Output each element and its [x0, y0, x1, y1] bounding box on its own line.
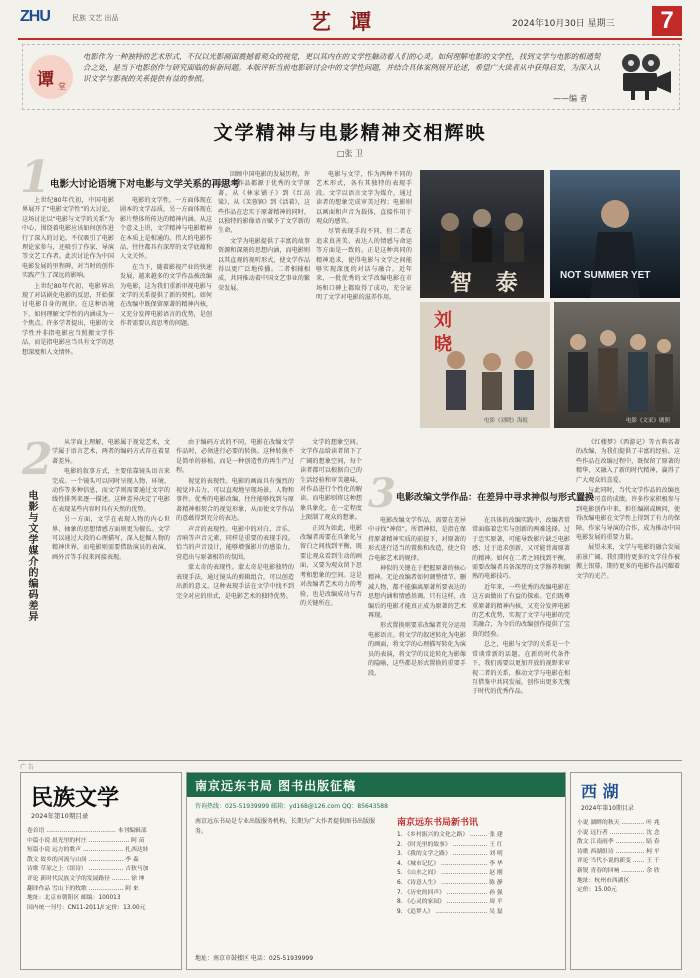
ad2-line: 9. 《追梦人》 ……………………… 吴 磊 [397, 908, 503, 915]
ad2-line: 2. 《时光里的故事》 ……………… 王 红 [397, 841, 503, 848]
paragraph: 视觉的表现性。电影的画面具有强烈的视觉冲击力，可以直观地呈现场景、人物和事件。优秀的电影改编，往往能够找到与原著精神相契合的视觉形象，从而使文学作品的意蕴得到充分的表达。 [176, 477, 294, 523]
ad3-line: 散文 江南雨季 …………… 陆 春 [577, 839, 660, 846]
editor-note [22, 44, 680, 110]
paragraph: 在当下，随着影视产业的快速发展，越来越多的文学作品被改编为电影，这为我们重新审视电影与文学的关系提供了新的契机。如何在改编中既保留原著的精神内核，又充分发挥电影语言的优势，是创作者需要认真思考的问题。 [120, 263, 212, 328]
paragraph: 电影的叙事方式，主要依靠镜头语言来完成。一个镜头可以同时呈现人物、环境、动作等多种信息，而文学则需要通过文字的线性排列来逐一描述。这种差异决定了电影在表现某些内容时具有天然的优势。 [52, 468, 170, 513]
paragraph: 上世纪80年代初，中国电影界展开了“电影文学性”的大讨论，这场讨论以“电影与文学的关系”为中心，围绕着电影应该如何创作进行了深入的讨论。不仅吸引了电影理论家参与，还吸引了作家、导演等文艺工作者。此次讨论作为中国电影发展的里程碑，对当时的创作实践产生了深远的影响。 [22, 197, 114, 280]
ad-xihu-magazine [570, 772, 682, 970]
section1-number: 1 [20, 152, 51, 203]
section3-column-2 [472, 516, 570, 754]
newspaper-logo: ZHU [20, 8, 50, 25]
movie-poster-1 [420, 170, 544, 298]
ad3-contents [577, 819, 677, 896]
ad2-line: 6. 《诗意人生》 …………………… 陈 静 [397, 879, 503, 886]
ad3-line: 评论 当代小说的新变 …… 王 干 [577, 858, 660, 865]
badge-char: 谭 [37, 70, 54, 90]
ad2-line: 3. 《我的文学之路》 ……………… 刘 明 [397, 851, 503, 858]
ad1-line: 短篇小说 远方的歌声 ………………… 扎西达娃 [27, 847, 149, 854]
ad-minzu-wenxue [20, 772, 182, 970]
masthead-rule [18, 38, 682, 40]
poster-title: 智 泰 [450, 271, 526, 296]
ad1-line: 中篇小说 晨光里的村庄 ………………… 阿 苗 [27, 837, 145, 844]
paragraph: 文学的想象空间。文学作品给读者留下了广阔的想象空间，每个读者都可以根据自己的生活经验和审美趣味，对作品进行个性化的解读。而电影则将这种想象具象化，在一定程度上限制了观众的想象。 [300, 439, 362, 522]
still-group [554, 302, 680, 428]
paragraph: 总之，电影与文学的关系是一个常谈常新的话题。在新的时代条件下，我们需要以更加开放的视野来审视二者的关系，推动文学与电影在相互借鉴中共同发展，创作出更多无愧于时代的优秀作品。 [472, 641, 570, 696]
ad2-title: 南京远东书局 图书出版征稿 [195, 779, 357, 793]
paragraph: 蒙太奇的表现性。蒙太奇是电影独特的表现手法，通过镜头的剪辑组合，可以创造出新的意义。这种表现手法在文学中找不到完全对应的形式，是电影艺术的独特优势。 [176, 564, 294, 600]
ad1-line: 翻译作品 雪山下的牧歌 ……………… 阿 来 [27, 885, 139, 892]
photo-caption: 电影《刘晓》海报 [484, 418, 529, 424]
section2-column-1 [52, 438, 170, 754]
ad-yuandong-publisher [186, 772, 566, 970]
section1-column-1 [22, 196, 114, 428]
ad3-line: 小说 湖畔的秋天 ………… 叶 兆 [577, 820, 660, 826]
ad2-contact: 咨询热线：025-51939999 邮箱：yd168@126.com QQ：85643588 [195, 803, 388, 810]
movie-poster-2 [550, 170, 680, 298]
movie-still-1 [420, 302, 550, 428]
ad-divider [18, 760, 682, 761]
ad1-line: 国内统一刊号：CN11-2011/I 定价：13.00元 [27, 904, 146, 911]
page-number: 7 [652, 6, 682, 36]
paragraph: 正因为如此，电影改编者需要在具象化与留白之间找到平衡，既要让观众看到生动的画面，又要为观众留下思考和想象的空间。这是对改编者艺术功力的考验，也是改编成功与否的关键所在。 [300, 524, 362, 607]
ad3-line: 地址：杭州市西湖区 [577, 877, 630, 884]
section3-title: 电影改编文学作品：在差异中寻求神似与形式置换 [396, 493, 595, 503]
ad1-line: 地址：北京市朝阳区 邮编：100013 [27, 895, 121, 902]
section2-column-3 [300, 438, 362, 754]
ad2-line: 5. 《山水之间》 …………………… 赵 刚 [397, 870, 503, 877]
editor-note-badge [29, 55, 73, 99]
ad3-line: 诗歌 西湖组诗 …………… 柯 平 [577, 848, 660, 855]
ad-label: 广 告 [20, 764, 34, 771]
paragraph: 近年来，一些优秀的改编电影在这方面做出了有益的探索。它们既尊重原著的精神内核，又充分发挥电影的艺术优势，实现了文学与电影的完美融合，为今后的改编创作提供了宝贵的经验。 [472, 583, 570, 638]
paragraph: 电影改编文学作品，需要在差异中寻找“神似”。所谓神似，是指在保持原著精神实质的前提下，对原著的形式进行适当的置换和改造，使之符合电影艺术的规律。 [368, 517, 466, 562]
ad2-book-list [397, 831, 557, 917]
ad3-line: 定价：15.00元 [577, 887, 617, 894]
section2-title: 电影与文学媒介的编码差异 [26, 490, 37, 622]
paragraph: 另一方面，文学在表现人物的内心世界、抽象的思想情感方面则更为擅长。文学可以通过大段的心理描写，深入挖掘人物的精神世界，而电影则需要借助演员的表演、画外音等手段来间接表现。 [52, 516, 170, 561]
section3-number: 3 [368, 470, 396, 517]
poster-vertical-title: 刘 晓 [431, 310, 452, 353]
masthead [0, 0, 700, 38]
paragraph: 回顾中国电影的发展历程，许多经典作品都源于优秀的文学原著。从《林家铺子》到《红高粱》，从《芙蓉镇》到《活着》，这些作品在忠实于原著精神的同时，以独特的影像语言赋予了文学新的生命。 [218, 171, 310, 235]
ad1-line: 诗歌 草原之上（组诗） ……………… 吉狄马加 [27, 866, 149, 873]
section1-title: 电影大讨论语境下对电影与文学关系的再思考 [50, 179, 241, 190]
ad1-subtitle: 2024年第10期目录 [31, 812, 89, 820]
section3-column-3 [576, 438, 680, 754]
poster-title-en: NOT SUMMER YET [560, 270, 651, 281]
ad2-line: 1. 《乡村振兴的文化之路》 ……… 张 建 [397, 832, 503, 838]
byline: □张 卫 [336, 149, 364, 158]
section1-column-3 [218, 170, 310, 428]
ad1-line: 卷首语 ……………………………… 本刊编辑部 [27, 828, 147, 834]
ad2-address: 地址：南京市鼓楼区 电话：025-51939999 [195, 955, 314, 962]
paragraph: 电影与文学，作为两种不同的艺术形式，各有其独特的表现手段。文学以语言文字为媒介，通过读者的想象完成审美过程；电影则以画面和声音为载体，直接作用于观众的感官。 [316, 171, 412, 226]
paragraph: 展望未来，文学与电影的融合发展前景广阔。我们期待更多的文学佳作被搬上银幕，期待更多的电影作品闪耀着文学的光芒。 [576, 544, 680, 580]
ad1-line: 评论 新时代民族文学的发展路径 ……… 徐 坤 [27, 875, 145, 882]
section2-number: 2 [22, 434, 53, 485]
editor-signature: ——编 者 [553, 94, 588, 103]
ad2-intro: 南京远东书局是专业出版服务机构，长期为广大作者提供图书出版服务。 [195, 818, 376, 835]
photo-caption: 电影《文采》剧照 [626, 418, 671, 424]
ad2-subtitle: 南京远东书局新书讯 [397, 818, 479, 828]
editor-note-text: 电影作为一种独特的艺术形式，不仅以光影画面震撼着观众的视觉，更以其内在的文学性触动着人们的心灵。如何理解电影的文学性，找到文学与电影的相通契合之处，是当下电影创作与研究面临的崭新问题。本版评析当前电影研讨会中的文学性问题，并结合具体案例展开论述，希望广大读者从中获得启发，为深入认识文学与影视的关系提供有益的参照。 [83, 52, 601, 83]
main-headline: 文学精神与电影精神交相辉映 [213, 122, 487, 144]
section3-column-1 [368, 516, 466, 754]
paragraph: 文学为电影提供了丰富的故事资源和深刻的思想内涵，而电影则以其直观的视听形式，使文学作品得以更广泛地传播。二者相辅相成，共同推动着中国文艺事业的繁荣发展。 [218, 237, 310, 292]
ad1-contents [27, 827, 175, 913]
film-camera-icon [617, 53, 673, 101]
paragraph: 声音的表现性。电影中的对白、音乐、音响等声音元素，同样是重要的表现手段。恰当的声音设计，能够增强影片的感染力，营造出与原著相符的氛围。 [176, 525, 294, 561]
ad2-line: 4. 《城市记忆》 …………………… 李 华 [397, 860, 503, 867]
ad3-line: 小说 远行者 ……………… 沈 念 [577, 829, 660, 836]
paragraph: 《红楼梦》《西游记》等古典名著的改编，为我们提供了丰富的经验。这些作品在改编过程中，既保留了原著的精华，又融入了新的时代精神，赢得了广大观众的喜爱。 [576, 439, 680, 484]
movie-still-2 [554, 302, 680, 428]
section-title: 艺 谭 [310, 10, 378, 34]
section2-column-2 [176, 438, 294, 754]
ad2-line: 7. 《历史的回声》 ………………… 孙 强 [397, 889, 503, 896]
paragraph: 神似的关键在于把握原著的核心精神。无论改编者如何调整情节、删减人物，都不能偏离原著所要表达的思想内涵和情感基调。只有这样，改编后的电影才能真正成为原著的艺术再现。 [368, 565, 466, 620]
ad1-line: 散文 故乡的河流与山岗 ……………… 李 森 [27, 856, 139, 863]
paragraph: 形式置换则要求改编者充分运用电影语言。将文学的叙述转化为电影的画面，将文学的心理描写转化为演员的表演，将文学的议论转化为影像的隐喻，这些都是形式置换的重要手段。 [368, 622, 466, 677]
paragraph: 电影的文学性，一方面体现在剧本的文学品质，另一方面体现在影片整体所传达的精神内涵。从这个意义上讲，文学精神与电影精神在本质上是相通的。伟大的电影作品，往往都具有深厚的文学底蕴和人文关怀。 [120, 197, 212, 261]
ad3-title: 西 湖 [581, 782, 619, 801]
ad2-line: 8. 《心灵的家园》 ………………… 周 平 [397, 899, 503, 906]
logo-subtitle: 民族 文艺 出品 [72, 14, 119, 22]
paragraph: 上世纪80年代初，电影界出现了对话剧化电影的反思，开始探讨电影自身的规律。在这种语境下，如何理解文学性的内涵成为一个焦点。许多学者提出，电影的文学性并非指电影应当照搬文学作品，而是指电影应当具有文学的思想深度和人文情怀。 [22, 282, 114, 356]
paragraph: 与此同时，当代文学作品的改编也取得了可喜的成绩。许多作家积极参与到电影创作中来，担任编剧或顾问，使得改编电影在文学性上得到了有力的保障。作家与导演的合作，成为推动中国电影发展的重要力量。 [576, 487, 680, 542]
section1-column-2 [120, 196, 212, 428]
paragraph: 从字面上理解，电影属于视觉艺术，文学属于语言艺术，两者的编码方式存在着显著差异。 [52, 439, 170, 465]
badge-sub: 堂 [58, 82, 66, 91]
ad3-subtitle: 2024年第10期目录 [581, 805, 634, 812]
paragraph: 尽管表现手段不同，但二者在追求真善美、表达人的情感与命运等方面是一致的。正是这种共同的精神追求，使得电影与文学之间能够实现深度的对话与融合。近年来，一批优秀的文学改编电影在市场和口碑上都取得了成功，充分证明了文学对电影的滋养作用。 [316, 228, 412, 302]
ad1-title: 民族文学 [31, 785, 120, 811]
paragraph: 在具体的改编实践中，改编者常常面临着忠实与创新的两难选择。过于忠实原著，可能导致影片缺乏电影感；过于追求创新，又可能背离原著的精神。如何在二者之间找到平衡，需要改编者具备深厚的文学修养和娴熟的电影技巧。 [472, 517, 570, 581]
paragraph: 由于编码方式的不同，电影在改编文学作品时，必须进行必要的转换。这种转换不是简单的移植，而是一种创造性的再生产过程。 [176, 439, 294, 475]
ad3-line: 新锐 青春的回响 ………… 余 欣 [577, 867, 660, 874]
issue-date: 2024年10月30日 星期三 [512, 19, 615, 29]
section1-column-4 [316, 170, 412, 428]
